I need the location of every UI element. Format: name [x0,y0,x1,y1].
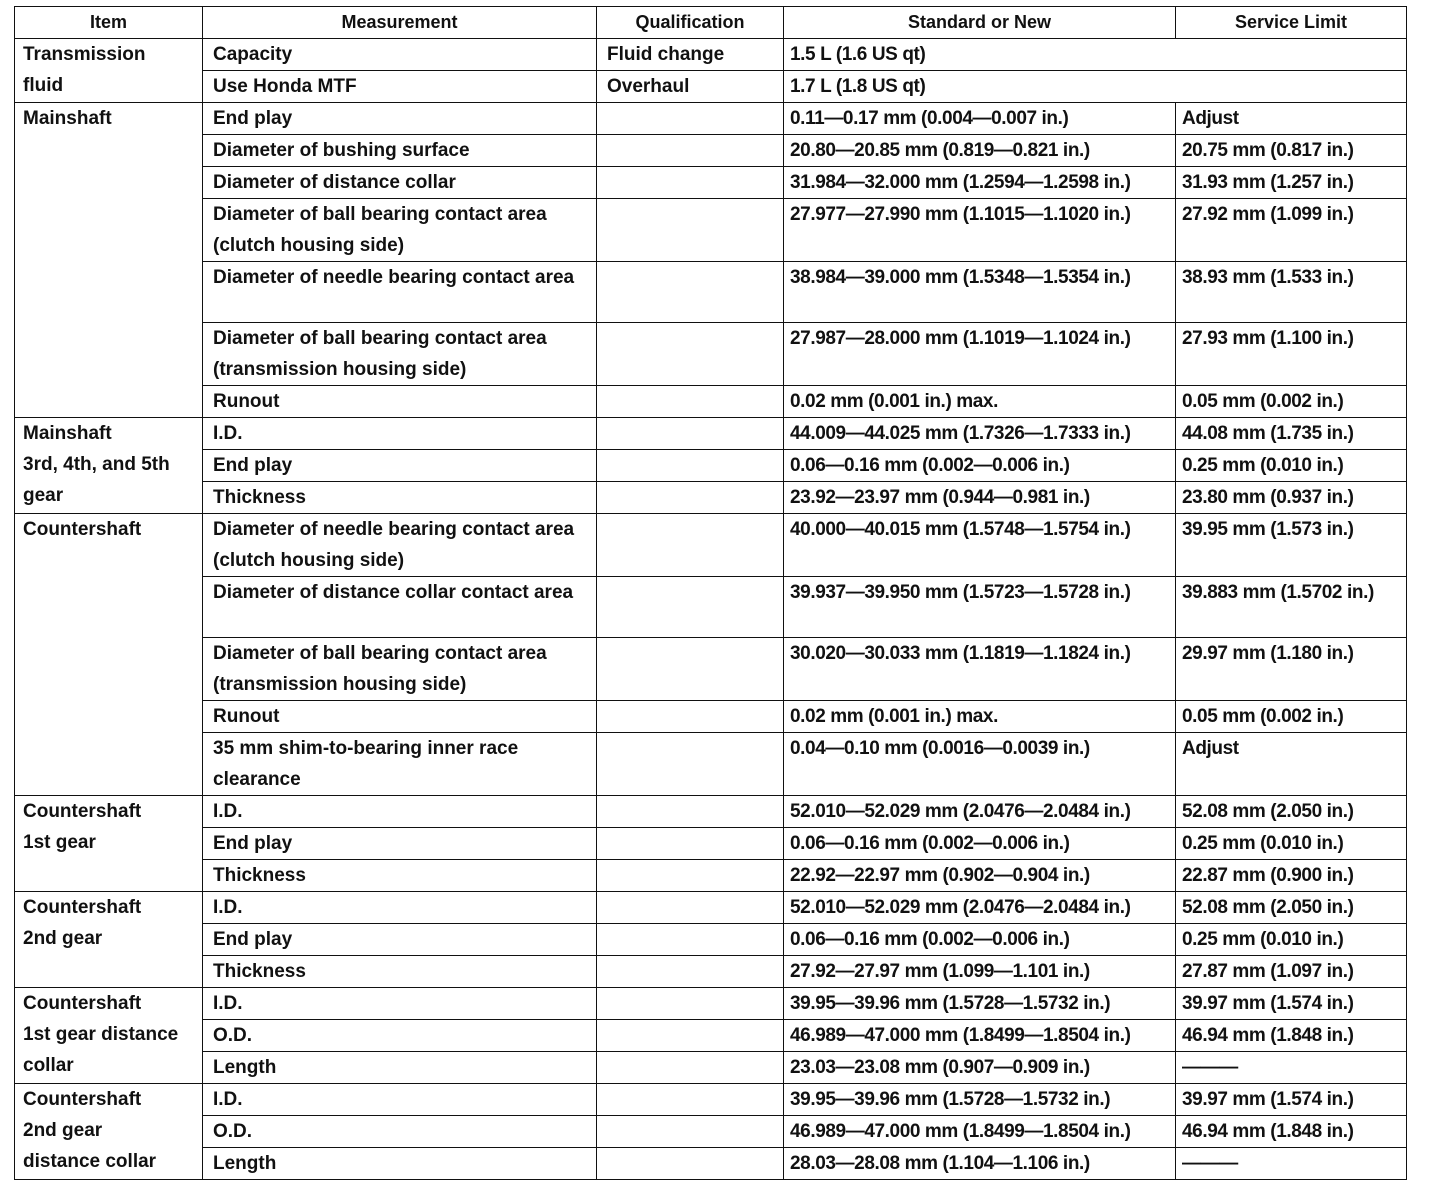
header-row [15,7,1407,39]
standard-cell: 39.937—39.950 mm (1.5723—1.5728 in.) [784,577,1176,638]
table-row [15,701,1407,733]
table-row [15,450,1407,482]
standard-cell: 31.984—32.000 mm (1.2594—1.2598 in.) [784,167,1176,199]
standard-cell: 27.977—27.990 mm (1.1015—1.1020 in.) [784,199,1176,262]
measurement-cell: End play [203,450,597,482]
standard-cell: 39.95—39.96 mm (1.5728—1.5732 in.) [784,1084,1176,1116]
table-row [15,1116,1407,1148]
qualification-cell: Fluid change [597,39,784,71]
measurement-cell: Diameter of distance collar [203,167,597,199]
standard-cell: 23.03—23.08 mm (0.907—0.909 in.) [784,1052,1176,1084]
qualification-cell [597,828,784,860]
qualification-cell [597,199,784,262]
item-cell: Countershaft 1st gear distance collar [15,988,203,1084]
qualification-cell [597,167,784,199]
qualification-cell [597,1148,784,1180]
qualification-cell [597,1020,784,1052]
service-limit-cell: 31.93 mm (1.257 in.) [1176,167,1407,199]
qualification-cell [597,577,784,638]
qualification-cell [597,450,784,482]
table-row [15,323,1407,386]
table-row [15,103,1407,135]
service-limit-cell: 46.94 mm (1.848 in.) [1176,1020,1407,1052]
standard-cell: 23.92—23.97 mm (0.944—0.981 in.) [784,482,1176,514]
qualification-cell [597,924,784,956]
standard-cell: 40.000—40.015 mm (1.5748—1.5754 in.) [784,514,1176,577]
measurement-cell: Runout [203,701,597,733]
measurement-cell: End play [203,924,597,956]
service-limit-cell: 0.05 mm (0.002 in.) [1176,386,1407,418]
service-limit-cell: 52.08 mm (2.050 in.) [1176,796,1407,828]
standard-cell: 27.92—27.97 mm (1.099—1.101 in.) [784,956,1176,988]
table-row [15,733,1407,796]
spec-body [15,39,1407,1180]
item-cell: Mainshaft [15,103,203,418]
standard-cell: 46.989—47.000 mm (1.8499—1.8504 in.) [784,1020,1176,1052]
measurement-cell: Diameter of ball bearing contact area (clutch housing side) [203,199,597,262]
table-row [15,1020,1407,1052]
table-row [15,828,1407,860]
table-row [15,892,1407,924]
item-cell: Countershaft 1st gear [15,796,203,892]
standard-cell: 28.03—28.08 mm (1.104—1.106 in.) [784,1148,1176,1180]
standard-cell: 0.11—0.17 mm (0.004—0.007 in.) [784,103,1176,135]
standard-cell: 0.02 mm (0.001 in.) max. [784,701,1176,733]
qualification-cell [597,482,784,514]
table-row [15,924,1407,956]
qualification-cell [597,514,784,577]
table-row [15,418,1407,450]
measurement-cell: Runout [203,386,597,418]
table-row [15,135,1407,167]
measurement-cell: O.D. [203,1116,597,1148]
standard-cell: 52.010—52.029 mm (2.0476—2.0484 in.) [784,892,1176,924]
service-limit-cell: 27.92 mm (1.099 in.) [1176,199,1407,262]
qualification-cell [597,733,784,796]
service-limit-cell: 22.87 mm (0.900 in.) [1176,860,1407,892]
measurement-cell: Diameter of distance collar contact area [203,577,597,638]
table-row [15,71,1407,103]
standard-cell: 38.984—39.000 mm (1.5348—1.5354 in.) [784,262,1176,323]
measurement-cell: End play [203,103,597,135]
measurement-cell: Thickness [203,860,597,892]
qualification-cell [597,135,784,167]
service-limit-cell: 27.93 mm (1.100 in.) [1176,323,1407,386]
item-cell: Countershaft 2nd gear distance collar [15,1084,203,1180]
qualification-cell [597,386,784,418]
table-row [15,638,1407,701]
qualification-cell [597,956,784,988]
qualification-cell [597,860,784,892]
standard-cell: 0.06—0.16 mm (0.002—0.006 in.) [784,450,1176,482]
standard-cell: 44.009—44.025 mm (1.7326—1.7333 in.) [784,418,1176,450]
qualification-cell [597,1116,784,1148]
spec-table [14,6,1407,1180]
service-limit-cell: Adjust [1176,103,1407,135]
standard-cell: 27.987—28.000 mm (1.1019—1.1024 in.) [784,323,1176,386]
service-limit-cell: 39.97 mm (1.574 in.) [1176,988,1407,1020]
standard-cell: 0.02 mm (0.001 in.) max. [784,386,1176,418]
service-limit-cell: 44.08 mm (1.735 in.) [1176,418,1407,450]
service-limit-cell: 20.75 mm (0.817 in.) [1176,135,1407,167]
measurement-cell: Thickness [203,956,597,988]
standard-cell: 0.06—0.16 mm (0.002—0.006 in.) [784,924,1176,956]
standard-cell: 1.5 L (1.6 US qt) [784,39,1407,71]
qualification-cell [597,262,784,323]
measurement-cell: I.D. [203,892,597,924]
measurement-cell: Capacity [203,39,597,71]
header-standard: Standard or New [784,7,1176,39]
measurement-cell: Diameter of needle bearing contact area (clutch housing side) [203,514,597,577]
measurement-cell: 35 mm shim-to-bearing inner race clearance [203,733,597,796]
qualification-cell [597,638,784,701]
measurement-cell: Length [203,1148,597,1180]
measurement-cell: Diameter of needle bearing contact area [203,262,597,323]
table-row [15,167,1407,199]
table-row [15,988,1407,1020]
service-limit-cell: 0.25 mm (0.010 in.) [1176,924,1407,956]
table-row [15,482,1407,514]
service-limit-cell: Adjust [1176,733,1407,796]
qualification-cell [597,988,784,1020]
service-limit-cell: 39.95 mm (1.573 in.) [1176,514,1407,577]
table-row [15,860,1407,892]
standard-cell: 1.7 L (1.8 US qt) [784,71,1407,103]
qualification-cell [597,701,784,733]
header-measurement: Measurement [203,7,597,39]
item-cell: Transmission fluid [15,39,203,103]
service-limit-cell: 0.25 mm (0.010 in.) [1176,450,1407,482]
header-service-limit: Service Limit [1176,7,1407,39]
measurement-cell: I.D. [203,418,597,450]
qualification-cell [597,103,784,135]
item-cell: Mainshaft 3rd, 4th, and 5th gear [15,418,203,514]
qualification-cell [597,892,784,924]
table-row [15,1052,1407,1084]
standard-cell: 0.06—0.16 mm (0.002—0.006 in.) [784,828,1176,860]
standard-cell: 39.95—39.96 mm (1.5728—1.5732 in.) [784,988,1176,1020]
table-row [15,514,1407,577]
measurement-cell: I.D. [203,988,597,1020]
service-limit-cell: 39.97 mm (1.574 in.) [1176,1084,1407,1116]
measurement-cell: I.D. [203,796,597,828]
qualification-cell: Overhaul [597,71,784,103]
service-limit-cell: 38.93 mm (1.533 in.) [1176,262,1407,323]
qualification-cell [597,796,784,828]
item-cell: Countershaft [15,514,203,796]
service-limit-cell: ——— [1176,1052,1407,1084]
service-limit-cell: 23.80 mm (0.937 in.) [1176,482,1407,514]
measurement-cell: I.D. [203,1084,597,1116]
standard-cell: 46.989—47.000 mm (1.8499—1.8504 in.) [784,1116,1176,1148]
service-limit-cell: 39.883 mm (1.5702 in.) [1176,577,1407,638]
item-cell: Countershaft 2nd gear [15,892,203,988]
service-limit-cell: 46.94 mm (1.848 in.) [1176,1116,1407,1148]
measurement-cell: Diameter of ball bearing contact area (transmission housing side) [203,638,597,701]
measurement-cell: Use Honda MTF [203,71,597,103]
service-limit-cell: 0.05 mm (0.002 in.) [1176,701,1407,733]
qualification-cell [597,1052,784,1084]
standard-cell: 22.92—22.97 mm (0.902—0.904 in.) [784,860,1176,892]
standard-cell: 20.80—20.85 mm (0.819—0.821 in.) [784,135,1176,167]
standard-cell: 0.04—0.10 mm (0.0016—0.0039 in.) [784,733,1176,796]
qualification-cell [597,323,784,386]
standard-cell: 52.010—52.029 mm (2.0476—2.0484 in.) [784,796,1176,828]
service-limit-cell: 52.08 mm (2.050 in.) [1176,892,1407,924]
measurement-cell: End play [203,828,597,860]
header-item: Item [15,7,203,39]
qualification-cell [597,418,784,450]
table-row [15,199,1407,262]
service-limit-cell: ——— [1176,1148,1407,1180]
table-row [15,796,1407,828]
table-row [15,1084,1407,1116]
measurement-cell: Thickness [203,482,597,514]
table-row [15,577,1407,638]
standard-cell: 30.020—30.033 mm (1.1819—1.1824 in.) [784,638,1176,701]
service-limit-cell: 0.25 mm (0.010 in.) [1176,828,1407,860]
table-row [15,39,1407,71]
measurement-cell: O.D. [203,1020,597,1052]
header-qualification: Qualification [597,7,784,39]
table-row [15,956,1407,988]
measurement-cell: Diameter of bushing surface [203,135,597,167]
table-row [15,1148,1407,1180]
service-limit-cell: 29.97 mm (1.180 in.) [1176,638,1407,701]
table-row [15,386,1407,418]
qualification-cell [597,1084,784,1116]
measurement-cell: Length [203,1052,597,1084]
measurement-cell: Diameter of ball bearing contact area (transmission housing side) [203,323,597,386]
service-limit-cell: 27.87 mm (1.097 in.) [1176,956,1407,988]
table-row [15,262,1407,323]
